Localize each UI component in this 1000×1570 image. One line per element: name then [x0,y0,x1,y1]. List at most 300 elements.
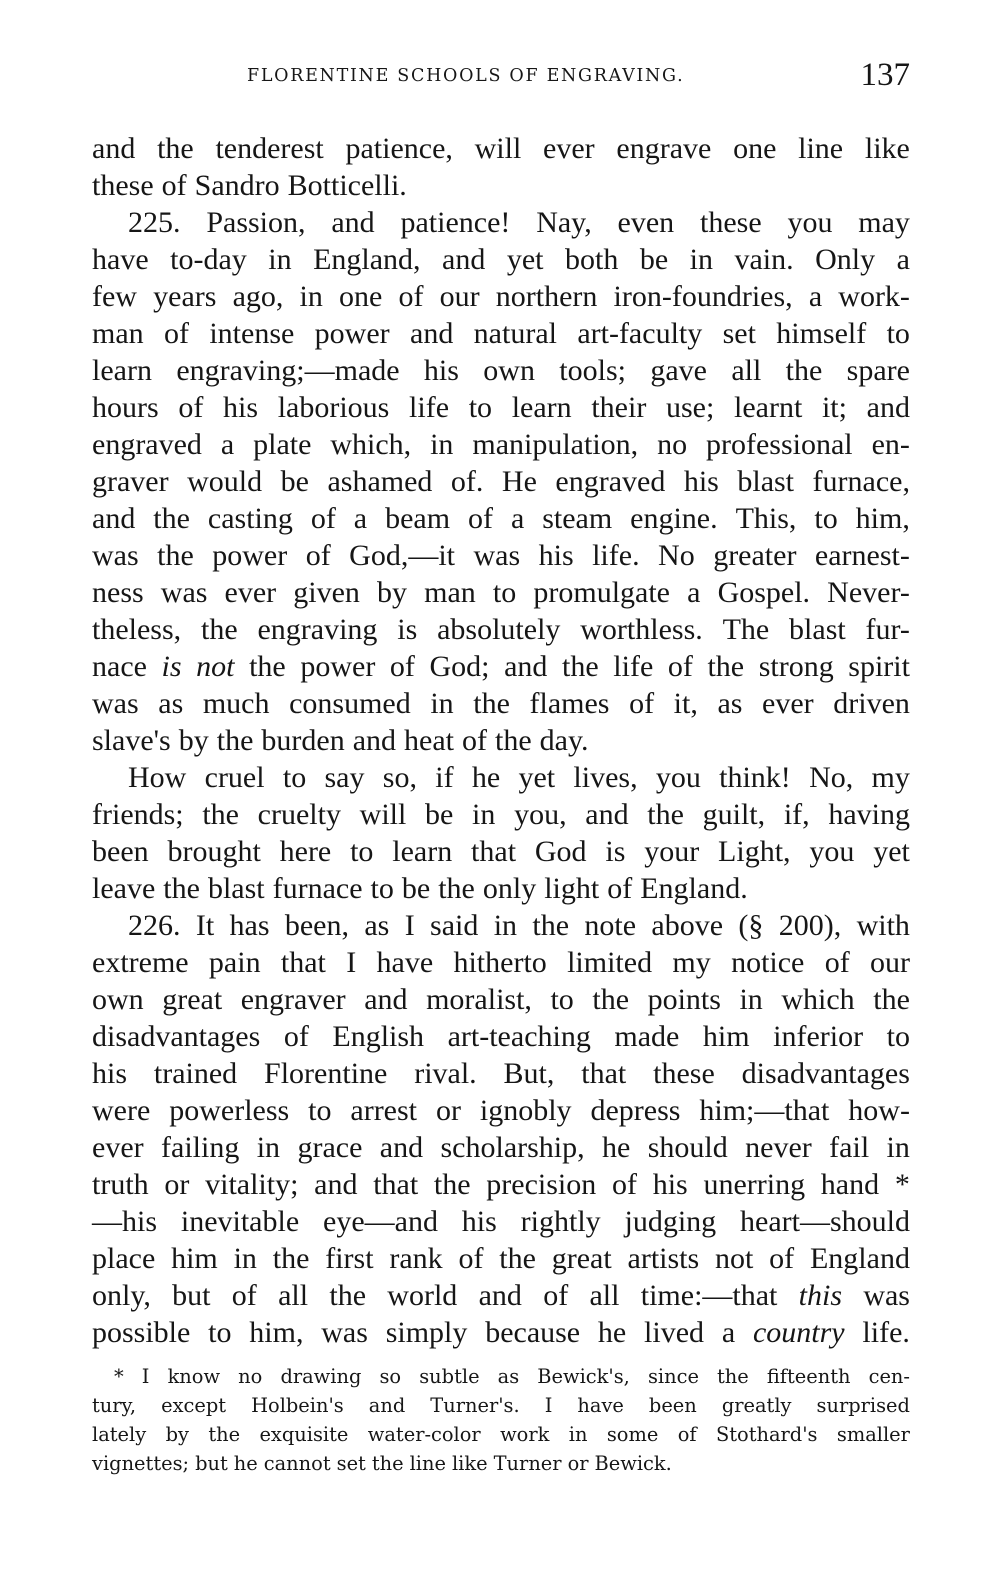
footnote-line [92,1449,910,1478]
italic-word: not [196,650,235,683]
word: as [158,687,184,720]
word: was [473,539,521,572]
word: scholarship, [440,1131,585,1164]
word: ness [92,576,144,609]
word: the [200,613,238,646]
word: of [607,872,633,905]
word: patience, [345,132,453,165]
word: the [153,502,190,535]
text-line [92,1129,910,1166]
word: a [220,428,235,461]
word: * [894,1168,910,1201]
word: 226. [128,909,181,942]
word: No [658,539,695,572]
word: the [216,724,254,757]
word: the [873,983,910,1016]
word: the [707,650,745,683]
word: life [409,391,450,424]
word: (§ [738,909,764,942]
word: laborious [277,391,390,424]
word: light [544,872,600,905]
word: the [473,687,510,720]
word: fail [829,1131,870,1164]
running-title: FLORENTINE SCHOOLS OF ENGRAVING. [247,66,685,86]
text-line [92,500,910,537]
word: in [568,1423,588,1446]
word: of [178,391,204,424]
word: except [161,1394,227,1417]
word: gave [650,354,707,387]
word: to-day [170,243,247,276]
word: not [715,1242,754,1275]
text-line [92,389,910,426]
word: the [371,1452,404,1475]
word: artists [627,1242,700,1275]
word: in [268,243,292,276]
word: time:—that [640,1279,778,1312]
word: their [591,391,647,424]
word: burden [261,724,345,757]
word: if [435,761,454,794]
word: powerless [169,1094,290,1127]
word: great [551,1242,612,1275]
word: en- [871,428,910,461]
text-line [92,722,910,759]
text-line [92,574,910,611]
footnote-line [92,1391,910,1420]
word: he [471,761,501,794]
text-line [92,648,910,685]
word: casting [207,502,293,535]
word: flames [529,687,610,720]
word: nace [92,650,147,683]
word: is [397,613,418,646]
word: he [597,1316,627,1349]
word: and [368,1394,406,1417]
word: slave's [92,724,171,757]
word: by [178,724,209,757]
word: of [398,280,424,313]
word: of [769,1242,795,1275]
word: Never- [827,576,910,609]
word: his [223,391,259,424]
word: ever [543,132,595,165]
word: professional [706,428,853,461]
word: greater [713,539,797,572]
text-line [92,426,910,463]
word: blast [207,872,265,905]
word: yet [873,835,910,868]
word: I [404,909,415,942]
word: if, [783,798,810,831]
word: and [379,1131,424,1164]
word: all [589,1279,620,1312]
word: The [722,613,770,646]
word: moralist, [426,983,532,1016]
word: no [238,1365,263,1388]
word: own [92,983,144,1016]
word: these [653,1057,715,1090]
word: Light, [718,835,791,868]
text-line [92,315,910,352]
word: in [689,243,713,276]
word: man [92,317,144,350]
word: of [389,650,415,683]
word: subtle [419,1365,480,1388]
word: to [814,502,838,535]
word: the [647,798,684,831]
word: theless, [92,613,182,646]
word: you [655,761,701,794]
word: of [462,724,487,757]
text-line [92,130,910,167]
word: it, [673,687,698,720]
word: our [870,946,910,979]
word: as [497,1365,520,1388]
word: and [504,650,548,683]
word: pain [208,946,261,979]
word: intense [209,317,295,350]
word: art-faculty [577,317,703,350]
word: in [886,1131,910,1164]
word: learn [92,354,152,387]
word: hitherto [453,946,547,979]
word: of [231,1279,257,1312]
word: inevitable [180,1205,300,1238]
word: him;—that [699,1094,830,1127]
word: art-teaching [447,1020,591,1053]
word: place [92,1242,156,1275]
word: the [329,1279,367,1312]
word: one [339,280,383,313]
word: and [364,983,408,1016]
word: in [430,687,454,720]
word: truth [92,1168,149,1201]
word: the [202,798,239,831]
word: of [458,1242,484,1275]
word: the [562,650,599,683]
word: first [325,1242,374,1275]
word: above [651,909,724,942]
word: graver [92,465,169,498]
word: but [195,1452,228,1475]
word: in [299,280,323,313]
word: to [350,835,374,868]
word: tenderest [215,132,324,165]
word: hours [92,391,159,424]
word: precision [486,1168,597,1201]
word: or [435,1094,461,1127]
word: cruel [204,761,265,794]
word: a [687,576,701,609]
word: with [856,909,910,942]
word: only, [92,1279,151,1312]
text-line [92,870,910,907]
word: I [346,946,357,979]
word: both [565,243,619,276]
word: engraved [555,465,666,498]
word: and [92,502,136,535]
word: the [163,872,200,905]
word: work- [838,280,910,313]
word: all [731,354,762,387]
word: furnace, [812,465,910,498]
word: note [584,909,637,942]
word: of [677,1423,697,1446]
text-line [92,204,910,241]
word: and [352,724,397,757]
word: God,—it [349,539,456,572]
word: world [387,1279,458,1312]
body-text [92,130,910,1351]
word: Sandro [194,169,280,202]
word: was [321,1316,368,1349]
word: be [425,798,454,831]
word: think! [719,761,791,794]
word: cruelty [257,798,341,831]
word: that [581,1057,627,1090]
word: of [467,502,493,535]
text-line [92,1277,910,1314]
word: because [485,1316,581,1349]
word: his [461,1205,497,1238]
word: Turner [493,1452,562,1475]
word: vignettes; [92,1452,190,1475]
word: and [92,132,136,165]
word: unerring [703,1168,806,1201]
word: he [233,1452,258,1475]
word: here [279,835,332,868]
running-head [92,57,910,94]
word: cen- [868,1365,910,1388]
word: be [639,243,669,276]
word: may [858,206,910,239]
word: of [667,650,693,683]
word: consumed [289,687,411,720]
word: how- [848,1094,910,1127]
text-line [92,1314,910,1351]
word: him [702,1020,750,1053]
word: surprised [816,1394,910,1417]
word: yet [518,761,556,794]
word: years [153,280,217,313]
word: of. [450,465,484,498]
word: England [809,1242,910,1275]
text-line [92,1055,910,1092]
word: vain. [734,243,794,276]
word: exquisite [259,1423,349,1446]
word: you [787,206,833,239]
word: in [739,983,763,1016]
word: was [92,539,139,572]
word: engraved [92,428,202,461]
word: he [602,1131,631,1164]
word: these [700,206,762,239]
word: I [544,1394,553,1417]
word: by [377,576,408,609]
word: disadvantages [92,1020,261,1053]
word: smaller [836,1423,910,1446]
word: is [605,835,626,868]
word: even [617,206,675,239]
word: worthless. [580,613,703,646]
word: one [733,132,777,165]
page-number: 137 [860,57,910,93]
word: having [828,798,910,831]
word: know [167,1365,221,1388]
word: my [672,946,711,979]
word: have [577,1394,624,1417]
word: engrave [616,132,712,165]
footnote [92,1362,910,1478]
word: him, [855,502,910,535]
word: him [171,1242,218,1275]
word: as [364,909,390,942]
word: work [500,1423,550,1446]
word: inferior [773,1020,864,1053]
word: ashamed [327,465,433,498]
word: arrest [350,1094,418,1127]
word: God [534,835,587,868]
word: in [472,798,496,831]
word: blast [789,613,846,646]
word: to [468,391,493,424]
text-line [92,944,910,981]
word: would [187,465,263,498]
word: Florentine [264,1057,388,1090]
word: engraving;—made [176,354,400,387]
word: absolutely [437,613,561,646]
word: rightly [520,1205,601,1238]
word: fifteenth [766,1365,851,1388]
word: manipulation, [472,428,639,461]
word: that [373,1168,419,1201]
word: should [647,1131,728,1164]
word: a [353,502,368,535]
word: himself [776,317,867,350]
word: strong [758,650,834,683]
word: But, [503,1057,555,1090]
word: a [896,243,910,276]
word: the [157,539,194,572]
word: the [438,872,475,905]
word: to [886,1020,910,1053]
word: few [92,280,137,313]
word: in [493,909,518,942]
word: no [657,428,688,461]
word: the [785,354,823,387]
word: fur- [865,613,910,646]
word: to [886,317,910,350]
word: your [644,835,700,868]
word: like [864,132,910,165]
word: of [824,946,850,979]
word: have [376,946,434,979]
word: which [781,983,855,1016]
word: driven [833,687,910,720]
italic-word: is [161,650,182,683]
word: since [647,1365,699,1388]
word: —his [92,1205,158,1238]
word: own [483,354,535,387]
word: This, [735,502,797,535]
word: has [229,909,270,942]
word: the [249,650,286,683]
word: Nay, [536,206,592,239]
word: earnest- [814,539,910,572]
word: were [92,1094,151,1127]
text-line [92,907,910,944]
word: life. [592,539,640,572]
word: a [808,280,823,313]
word: by [165,1423,189,1446]
word: yet [506,243,544,276]
word: was [92,687,139,720]
word: that [471,835,517,868]
word: Passion, [206,206,306,239]
word: power [212,539,288,572]
word: Bewick. [594,1452,672,1475]
text-line [92,833,910,870]
word: life. [862,1316,910,1349]
word: to [308,1094,332,1127]
word: drawing [280,1365,362,1388]
word: friends; [92,798,184,831]
word: some [606,1423,659,1446]
word: cannot [263,1452,331,1475]
word: be [280,465,309,498]
word: ago, [232,280,284,313]
word: as [717,687,743,720]
word: given [293,576,360,609]
word: spare [846,354,910,387]
word: spirit [848,650,910,683]
word: iron-foundries, [613,280,793,313]
word: I [141,1365,150,1388]
word: Botticelli. [287,169,407,202]
word: great [162,983,223,1016]
word: England. [640,872,748,905]
word: said [430,909,479,942]
text-line [92,241,910,278]
text-line [92,796,910,833]
word: lived [644,1316,705,1349]
word: his [538,539,574,572]
word: and [331,206,375,239]
word: which, [330,428,412,461]
word: Stothard's [715,1423,818,1446]
word: judging [624,1205,717,1238]
word: a [721,1316,736,1349]
text-line [92,1166,910,1203]
word: the [433,1168,471,1201]
word: eye—and [323,1205,438,1238]
word: like [451,1452,488,1475]
word: use; [666,391,715,424]
footnote-line [92,1362,910,1391]
italic-word: country [752,1316,845,1349]
word: engraving [257,613,378,646]
word: to [370,872,394,905]
word: engraver [240,983,346,1016]
word: lives, [573,761,638,794]
word: power [314,317,390,350]
word: patience! [400,206,511,239]
word: set [722,317,756,350]
word: English [332,1020,425,1053]
word: the [592,983,630,1016]
word: was [863,1279,910,1312]
